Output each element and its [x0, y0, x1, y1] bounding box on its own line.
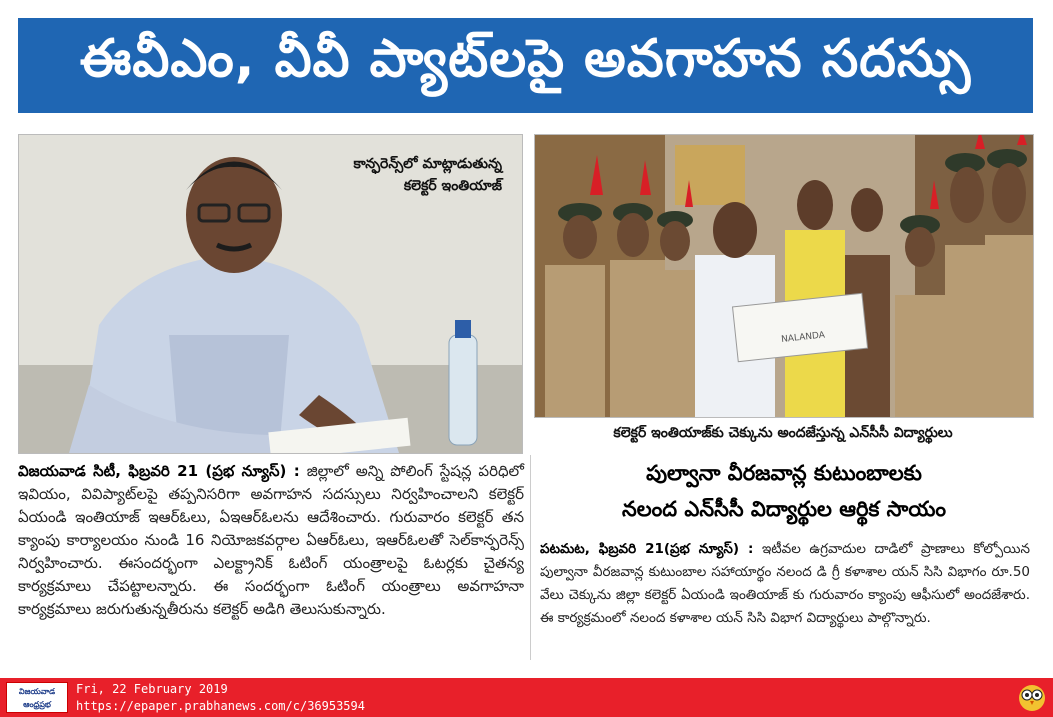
left-article-body: జిల్లాలో అన్ని పోలింగ్ స్టేషన్ల పరిధిలో ఇవియం, వివిప్యాట్‌లపై తప్పనిసరిగా అవగాహన సదస్సులు నిర్వహించాలని కలెక్టర్ ఏయండి ఇంతియాజ్ ఇఆర్ఓలు, ఏఇఆర్ఓలను ఆదేశించారు. గురువారం కలెక్టర్ తన క్యాంపు కార్యాలయం నుండి 16 నియోజకవర్గాల ఏఆర్ఓలు, ఇఆర్ఓలతో సెల్‌కాన్ఫరెన్స్ నిర్వహించారు. ఈసందర్భంగా ఎలక్ట్రానిక్ ఓటింగ్ యంత్రాలపై ఓటర్లకు చైతన్య కార్యక్రమాలు చేపట్టాలన్నారు. ఈ సందర్భంగా ఓటింగ్ యంత్రాలు అవగాహనా కార్యక్రమాలు జరుగుతున్నతీరును కలెక్టర్ అడిగి తెలుసుకున్నారు.: [18, 462, 524, 618]
photo-ncc-students: [534, 134, 1034, 418]
right-photo-caption: కలెక్టర్ ఇంతియాజ్‌కు చెక్కును అందజేస్తున్న ఎన్‌సీసీ విద్యార్థులు: [613, 424, 953, 441]
headline-banner: [18, 18, 1033, 113]
footer-info: [76, 681, 365, 715]
right-subhead-line1: పుల్వానా వీరజవాన్ల కుటుంబాలకు: [646, 461, 922, 485]
footer-date: Fri, 22 February 2019: [76, 682, 228, 696]
left-article-dateline: విజయవాడ సిటీ, ఫిబ్రవరి 21 (ప్రభ న్యూస్) :: [18, 462, 300, 480]
newspaper-logo[interactable]: [6, 682, 68, 713]
ncc-students-illustration: [535, 135, 1033, 417]
right-subhead-line2: నలంద ఎన్‌సీసీ విద్యార్థుల ఆర్థిక సాయం: [622, 497, 946, 521]
left-caption-line1: కాన్ఫరెన్స్‌లో మాట్లాడుతున్న: [353, 156, 502, 172]
column-divider: [530, 455, 531, 660]
footer-bar: [0, 678, 1053, 717]
left-article: [18, 460, 524, 621]
right-article-body: ఇటీవల ఉగ్రవాదుల దాడిలో ప్రాణాలు కోల్పోయిన పుల్వానా వీరజవాన్ల కుటుంబాల సహాయార్థం నలంద డి గ్రీ కళాశాల యన్ సిసి విభాగం రూ.50 వేలు చెక్కును జిల్లా కలెక్టర్ ఏయండి ఇంతియాజ్ కు గురువారం క్యాంపు ఆఫీసులో అందజేశారు. ఈ కార్యక్రమంలో నలంద కళాశాల యన్ సిసి విభాగ విద్యార్థులు పాల్గొన్నారు.: [540, 541, 1030, 626]
photo-collector-conference: [18, 134, 523, 454]
footer-url[interactable]: https://epaper.prabhanews.com/c/36953594: [76, 699, 365, 713]
left-caption-line2: కలెక్టర్ ఇంతియాజ్: [403, 178, 502, 194]
right-article-headline: [534, 455, 1034, 527]
right-article-dateline: పటమట, ఫిబ్రవరి 21(ప్రభ న్యూస్) :: [540, 541, 754, 557]
logo-line2: ఆంధ్రప్రభ: [23, 700, 51, 709]
headline-text: ఈవీఎం, వీవీ ప్యాట్‌లపై అవగాహన సదస్సు: [79, 29, 972, 89]
right-article: [540, 538, 1030, 630]
owl-icon[interactable]: [1017, 682, 1047, 712]
logo-line1: విజయవాడ: [18, 687, 56, 696]
left-photo-caption: [354, 153, 502, 197]
cheque-text: NALANDA: [780, 330, 826, 346]
